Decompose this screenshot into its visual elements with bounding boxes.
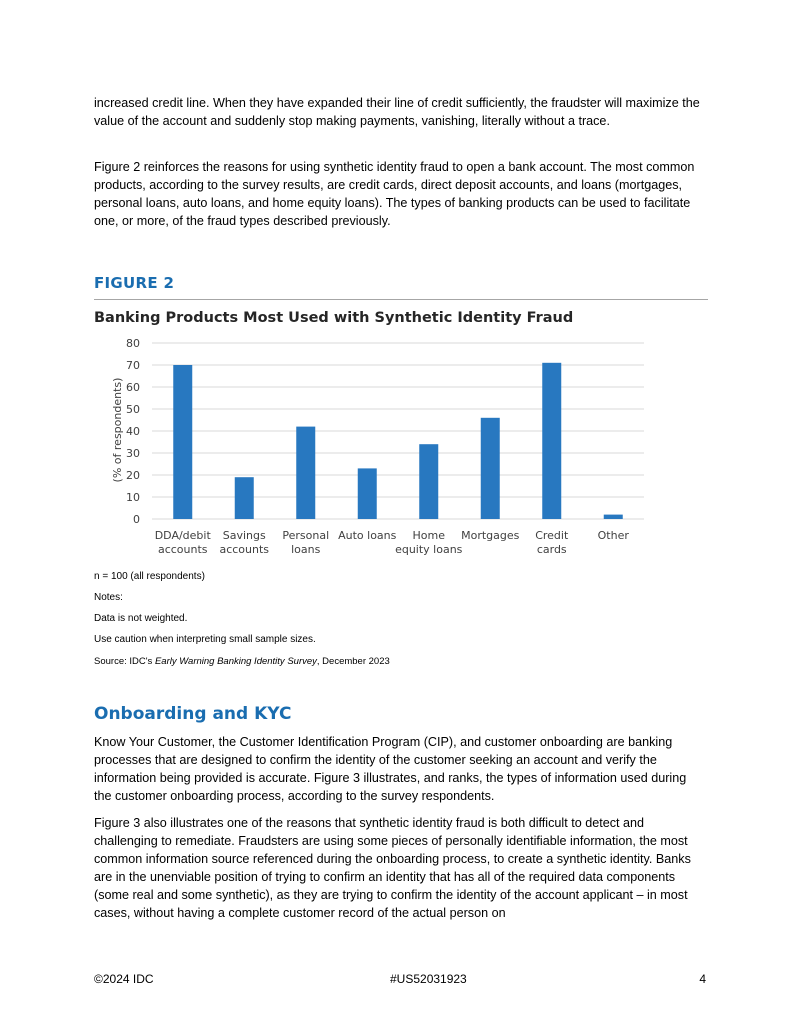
body-paragraph: Know Your Customer, the Customer Identification Program (CIP), and customer onboarding are banking processes that are designed to confirm the identity of the customer seeking an account and verify the information being provided is accurate. Figure 3 illustrates, and ranks, the types of information used during the customer onboarding process, according to the survey respondents. [94, 735, 687, 803]
x-axis-ticks [155, 529, 630, 556]
y-axis-label: (% of respondents) [111, 377, 124, 483]
source-title: Early Warning Banking Identity Survey [154, 656, 317, 667]
sample-size-note: n = 100 (all respondents) [94, 571, 205, 582]
x-tick-label: Credit cards [535, 529, 569, 556]
x-tick-label: DDA/debit accounts [154, 529, 211, 556]
y-tick-label: 60 [126, 381, 140, 394]
footer-document-id: #US52031923 [390, 972, 467, 986]
chart-gridlines [152, 343, 644, 519]
bar [419, 444, 438, 519]
bar [235, 477, 254, 519]
body-paragraph: increased credit line. When they have expanded their line of credit sufficiently, the fraudster will maximize the value of the account and suddenly stop making payments, vanishing, literally without a trace. [94, 96, 700, 128]
body-paragraph: Figure 3 also illustrates one of the reasons that synthetic identity fraud is both difficult to detect and challenging to remediate. Fraudsters are using some pieces of personally identifiable information, the most common information source referenced during the onboarding process, to create a synthetic identity. Banks are in the unenviable position of trying to confirm an identity that has all of the required data components (some real and some synthetic), as they are trying to confirm the identity of the account applicant – in most cases, without having a complete customer record of the actual person on [94, 816, 691, 920]
bar [296, 427, 315, 519]
bar [358, 468, 377, 519]
source-prefix: Source: IDC's [94, 656, 155, 667]
y-tick-label: 0 [133, 513, 140, 526]
chart-title: Banking Products Most Used with Synthetic Identity Fraud [94, 310, 574, 326]
source-note [94, 656, 390, 668]
footer-copyright: ©2024 IDC [94, 972, 154, 986]
x-tick-label: Auto loans [338, 529, 397, 542]
bar [542, 363, 561, 519]
figure-label: FIGURE 2 [94, 274, 175, 292]
x-tick-label: Personal loans [282, 529, 330, 556]
figure-divider [94, 299, 708, 300]
y-tick-label: 50 [126, 403, 140, 416]
x-tick-label: Savings accounts [219, 529, 270, 556]
x-tick-label: Home equity loans [395, 529, 463, 556]
y-axis-ticks [126, 337, 140, 526]
y-tick-label: 70 [126, 359, 140, 372]
section-heading: Onboarding and KYC [94, 704, 292, 724]
bar [173, 365, 192, 519]
x-tick-label: Other [597, 529, 629, 542]
y-tick-label: 10 [126, 491, 140, 504]
notes-label: Notes: [94, 592, 123, 603]
y-tick-label: 80 [126, 337, 140, 350]
chart-bars [173, 363, 623, 519]
y-tick-label: 40 [126, 425, 140, 438]
body-paragraph: Figure 2 reinforces the reasons for using synthetic identity fraud to open a bank account. The most common products, according to the survey results, are credit cards, direct deposit accounts, and loans (mortgages, personal loans, auto loans, and home equity loans). The types of banking products can be used to facilitate one, or more, of the fraud types described previously. [94, 160, 695, 228]
bar-chart [94, 330, 654, 565]
y-tick-label: 20 [126, 469, 140, 482]
y-tick-label: 30 [126, 447, 140, 460]
note-weighting: Data is not weighted. [94, 613, 188, 624]
x-tick-label: Mortgages [461, 529, 520, 542]
bar [481, 418, 500, 519]
note-sample-caution: Use caution when interpreting small sample sizes. [94, 634, 316, 645]
bar [604, 515, 623, 519]
footer-page-number: 4 [699, 972, 706, 986]
source-suffix: , December 2023 [316, 656, 390, 667]
